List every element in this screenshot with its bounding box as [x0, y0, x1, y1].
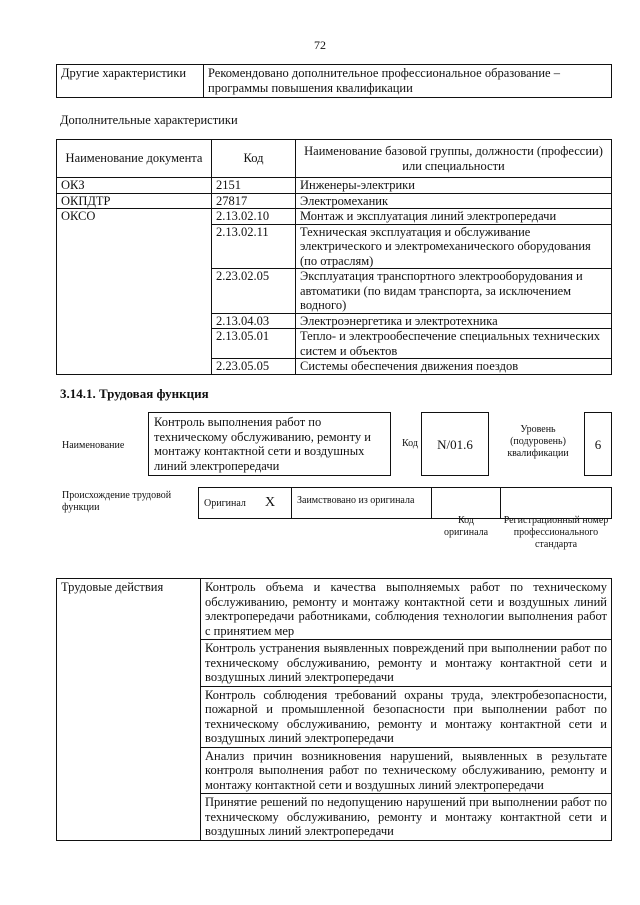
labor-function-title: 3.14.1. Трудовая функция: [60, 386, 209, 401]
additional-characteristics-title: Дополнительные характеристики: [60, 113, 238, 127]
labor-actions-table: [56, 578, 612, 841]
row-code: 2.23.05.05: [212, 359, 296, 375]
column-header-name: Наименование базовой группы, должности (профессии) или специальности: [296, 140, 612, 178]
row-code: 2.23.02.05: [212, 269, 296, 314]
origin-borrowed-label: Заимствовано из оригинала: [297, 495, 415, 506]
row-name: Эксплуатация транспортного электрооборудования и автоматики (по видам транспорта, за исключением водного): [296, 269, 612, 314]
origin-original-label: Оригинал: [204, 498, 246, 509]
function-code-label: Код: [402, 438, 418, 449]
column-header-code: Код: [212, 140, 296, 178]
function-name-value: Контроль выполнения работ по техническому обслуживанию, ремонту и монтажу контактной сети и воздушных линий электропередачи: [148, 412, 391, 476]
qualification-level-value: 6: [584, 412, 612, 476]
row-code: 27817: [212, 193, 296, 209]
row-doc: ОКЗ: [57, 178, 212, 194]
row-code: 2151: [212, 178, 296, 194]
row-code: 2.13.02.10: [212, 209, 296, 225]
table-header-row: [57, 140, 612, 178]
origin-reg-caption: Регистрационный номер профессионального стандарта: [503, 515, 609, 550]
row-doc: ОКПДТР: [57, 193, 212, 209]
labor-action-item: Анализ причин возникновения нарушений, выявленных в результате контроля выполнения работ по техническому обслуживанию, ремонту и монтажу контактной сети и воздушных линий электропередачи: [201, 747, 612, 794]
qualification-level-label: Уровень (подуровень) квалификации: [507, 424, 569, 459]
origin-original-mark: X: [265, 495, 276, 510]
labor-actions-label: Трудовые действия: [57, 579, 201, 841]
labor-action-item: Контроль объема и качества выполняемых работ по техническому обслуживанию, ремонту и монтажу контактной сети и воздушных линий электропередачи работниками, соблюдения технологии выполнения работ с принятием мер: [201, 579, 612, 640]
function-name-label: Наименование: [62, 440, 125, 451]
table-row: [57, 579, 612, 640]
table-row: [57, 193, 612, 209]
table-row: [57, 178, 612, 194]
row-name: Монтаж и эксплуатация линий электропередачи: [296, 209, 612, 225]
labor-action-item: Контроль устранения выявленных повреждений при выполнении работ по техническому обслуживанию, ремонту и монтажу контактной сети и воздушных линий электропередачи: [201, 640, 612, 687]
row-name: Электроэнергетика и электротехника: [296, 313, 612, 329]
other-characteristics-label: Другие характеристики: [57, 65, 204, 98]
row-doc: ОКСО: [57, 209, 212, 375]
labor-action-item: Контроль соблюдения требований охраны труда, электробезопасности, пожарной и промышленной безопасности при выполнении работ по техническому обслуживанию, ремонту и монтажу контактной сети и воздушных линий электропередачи: [201, 686, 612, 747]
other-characteristics-value: Рекомендовано дополнительное профессиональное образование – программы повышения квалификации: [204, 65, 612, 98]
row-name: Инженеры-электрики: [296, 178, 612, 194]
row-name: Тепло- и электрообеспечение специальных технических систем и объектов: [296, 329, 612, 359]
other-characteristics-table: [56, 64, 612, 98]
table-row: [57, 65, 612, 98]
additional-characteristics-table: [56, 139, 612, 375]
origin-code-caption: Код оригинала: [443, 515, 489, 538]
function-code-value: N/01.6: [421, 412, 489, 476]
labor-action-item: Принятие решений по недопущению нарушений при выполнении работ по техническому обслуживанию, ремонту и монтажу контактной сети и воздушных линий электропередачи: [201, 794, 612, 841]
row-code: 2.13.02.11: [212, 224, 296, 269]
page-number: 72: [314, 38, 326, 52]
row-code: 2.13.04.03: [212, 313, 296, 329]
origin-label: Происхождение трудовой функции: [62, 490, 172, 513]
table-row: [57, 209, 612, 225]
origin-borrowed-cell: [291, 487, 432, 519]
origin-original-cell: [198, 487, 292, 519]
column-header-document: Наименование документа: [57, 140, 212, 178]
row-name: Техническая эксплуатация и обслуживание электрического и электромеханического оборудования (по отраслям): [296, 224, 612, 269]
row-name: Электромеханик: [296, 193, 612, 209]
row-name: Системы обеспечения движения поездов: [296, 359, 612, 375]
row-code: 2.13.05.01: [212, 329, 296, 359]
